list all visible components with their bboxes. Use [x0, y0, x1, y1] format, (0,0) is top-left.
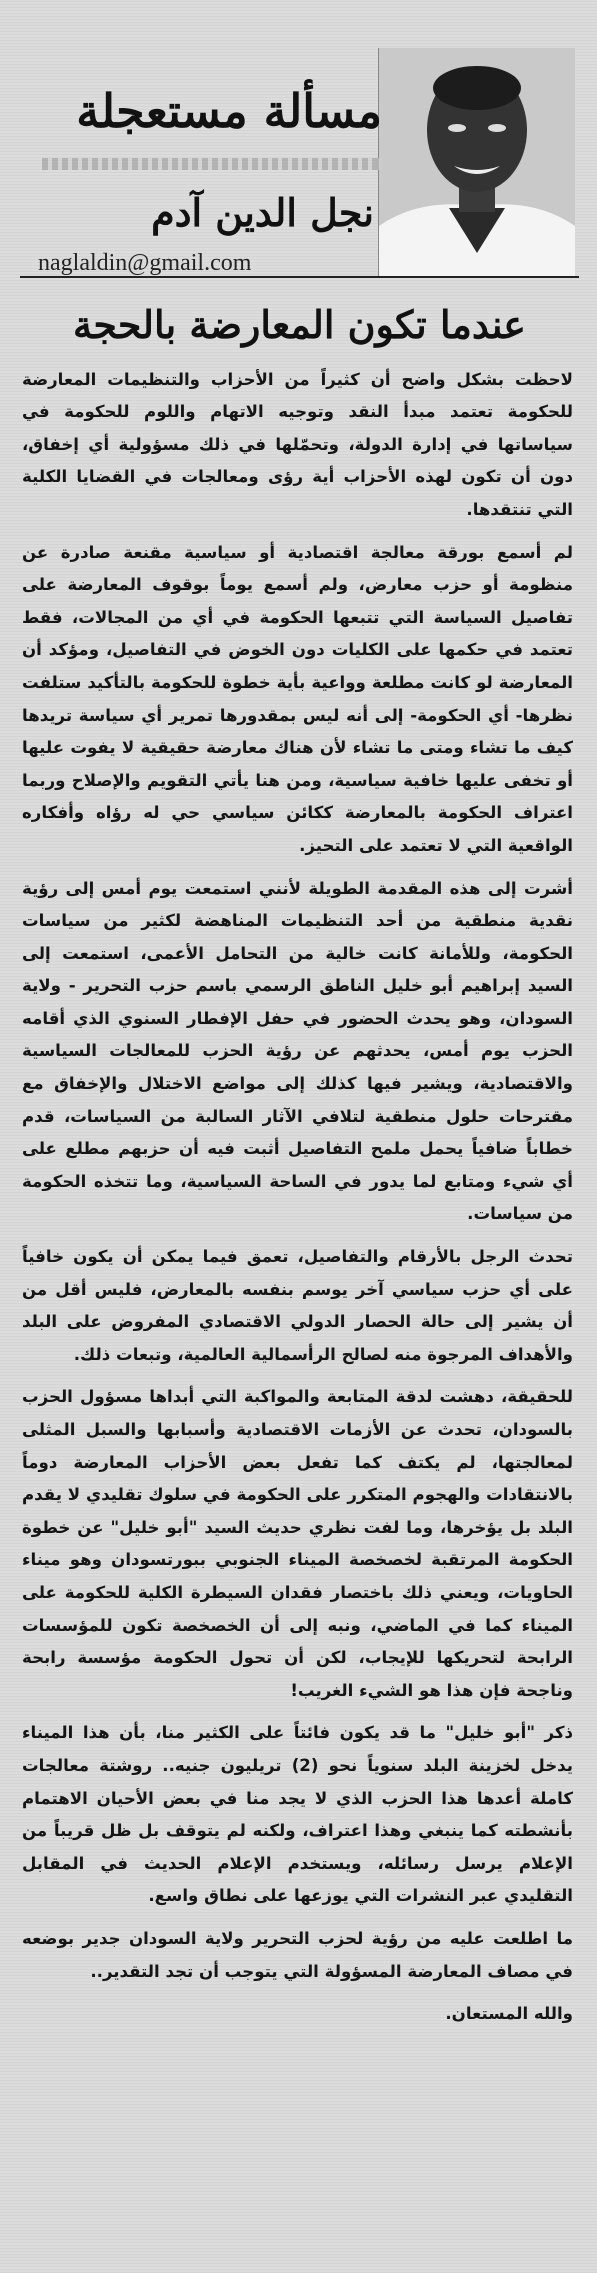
article-body — [20, 364, 579, 2031]
article-paragraph: أشرت إلى هذه المقدمة الطويلة لأنني استمعت يوم أمس إلى رؤية نقدية منطقية من أحد التنظيمات المناهضة لكثير من سياسات الحكومة، وللأمانة كانت خالية من التحامل الأعمى، استمعت إلى السيد إبراهيم أبو خليل الناطق الرسمي باسم حزب التحرير - ولاية السودان، وهو يحدث الحضور في حفل الإفطار السنوي الذي أقامه الحزب يوم أمس، يحدثهم عن رؤية الحزب للمعالجات السياسية والاقتصادية، ويشير فيها كذلك إلى مواضع الاختلال والإخفاق مع مقترحات حلول منطقية لتلافي الآثار السالبة من السياسات، قدم خطاباً ضافياً يحمل ملمح التفاصيل أثبت فيه أن حزبهم مطلع على أي شيء ومتابع لما يدور في الساحة السياسية، وما تتخذه الحكومة من سياسات. — [22, 878, 573, 1224]
author-photo — [378, 48, 575, 276]
article-paragraph: لاحظت بشكل واضح أن كثيراً من الأحزاب والتنظيمات المعارضة للحكومة تعتمد مبدأ النقد وتوجيه الاتهام واللوم للحكومة في سياساتها في إدارة الدولة، وتحمّلها في ذلك مسؤولية أي إخفاق، دون أن تكون لهذه الأحزاب أية رؤى ومعالجات في القضايا الكلية التي تنتقدها. — [22, 369, 573, 519]
article-paragraph: لم أسمع بورقة معالجة اقتصادية أو سياسية مقنعة صادرة عن منظومة أو حزب معارض، ولم أسمع يوماً بوقوف المعارضة على تفاصيل السياسة التي تتبعها الحكومة في أي من المجالات، فقط تعتمد في حكمها على الكليات دون الخوض في التفاصيل، ومؤكد أن المعارضة لو كانت مطلعة وواعية بأية خطوة للحكومة بالتأكيد ستلفت نظرها- أي الحكومة- إلى أنه ليس بمقدورها تمرير أي سياسة تريدها كيف ما تشاء ومتى ما تشاء لأن هناك معارضة حقيقية لا يفوت عليها أو تخفى عليها خافية سياسية، ومن هنا يأتي التقويم والإصلاح وربما اعتراف الحكومة بالمعارضة ككائن سياسي حي له رؤاه وأفكاره الواقعية التي لا تعتمد على التحيز. — [22, 542, 573, 855]
author-name: نجل الدين آدم — [151, 190, 374, 235]
article-paragraph: تحدث الرجل بالأرقام والتفاصيل، تعمق فيما يمكن أن يكون خافياً على أي حزب سياسي آخر يوسم بنفسه بالمعارض، فليس أقل من أن يشير إلى حالة الحصار الدولي الاقتصادي المفروض على البلد والأهداف المرجوة منه لصالح الرأسمالية العالمية، وتبعات ذلك. — [22, 1247, 573, 1364]
title-underline-strip — [42, 158, 382, 170]
column-header — [20, 48, 390, 276]
article-paragraph: للحقيقة، دهشت لدقة المتابعة والمواكبة التي أبداها مسؤول الحزب بالسودان، تحدث عن الأزمات الاقتصادية وأسبابها والسبل المثلى لمعالجتها، لم يكتف كما تفعل بعض الأحزاب المعارضة دوماً بالانتقادات والهجوم المتكرر على الحكومة في سلوك تقليدي لا يقدم البلد بل يؤخرها، وما لفت نظري حديث السيد "أبو خليل" عن خطوة الحكومة المرتقبة لخصخصة الميناء الجنوبي ببورتسودان وهو ميناء الحاويات، ويعني ذلك باختصار فقدان السيطرة الكلية للحكومة على الميناء كما في الماضي، ونبه إلى أن الخصخصة تكون للمؤسسات الرابحة لتحريكها للإيجاب، لكن أن تحول الحكومة مؤسسة رابحة وناجحة فإن هذا هو الشيء الغريب! — [22, 1387, 573, 1700]
column-masthead — [20, 14, 579, 278]
article-paragraph: ما اطلعت عليه من رؤية لحزب التحرير ولاية السودان جدير بوضعه في مصاف المعارضة المسؤولة التي يتوجب أن تجد التقدير.. — [22, 1928, 573, 1981]
article-signoff: والله المستعان. — [445, 2004, 573, 2024]
article-paragraph: ذكر "أبو خليل" ما قد يكون فائتاً على الكثير منا، بأن هذا الميناء يدخل لخزينة البلد سنوياً نحو (2) تريليون جنيه.. روشتة معالجات كاملة أعدها هذا الحزب الذي لا يجد منا في بعض الأحيان الاهتمام بأنشطته كما ينبغي وهذا اعتراف، ولكنه لم يتوقف بل ظل قريباً من الإعلام يرسل رسائله، ويستخدم الإعلام الحديث في المقابل التقليدي عبر النشرات التي يوزعها على نطاق واسع. — [22, 1723, 573, 1906]
author-portrait-illustration — [379, 48, 575, 276]
article-headline: عندما تكون المعارضة بالحجة — [73, 302, 526, 347]
column-title: مسألة مستعجلة — [76, 84, 382, 138]
author-email: naglaldin@gmail.com — [38, 250, 252, 276]
